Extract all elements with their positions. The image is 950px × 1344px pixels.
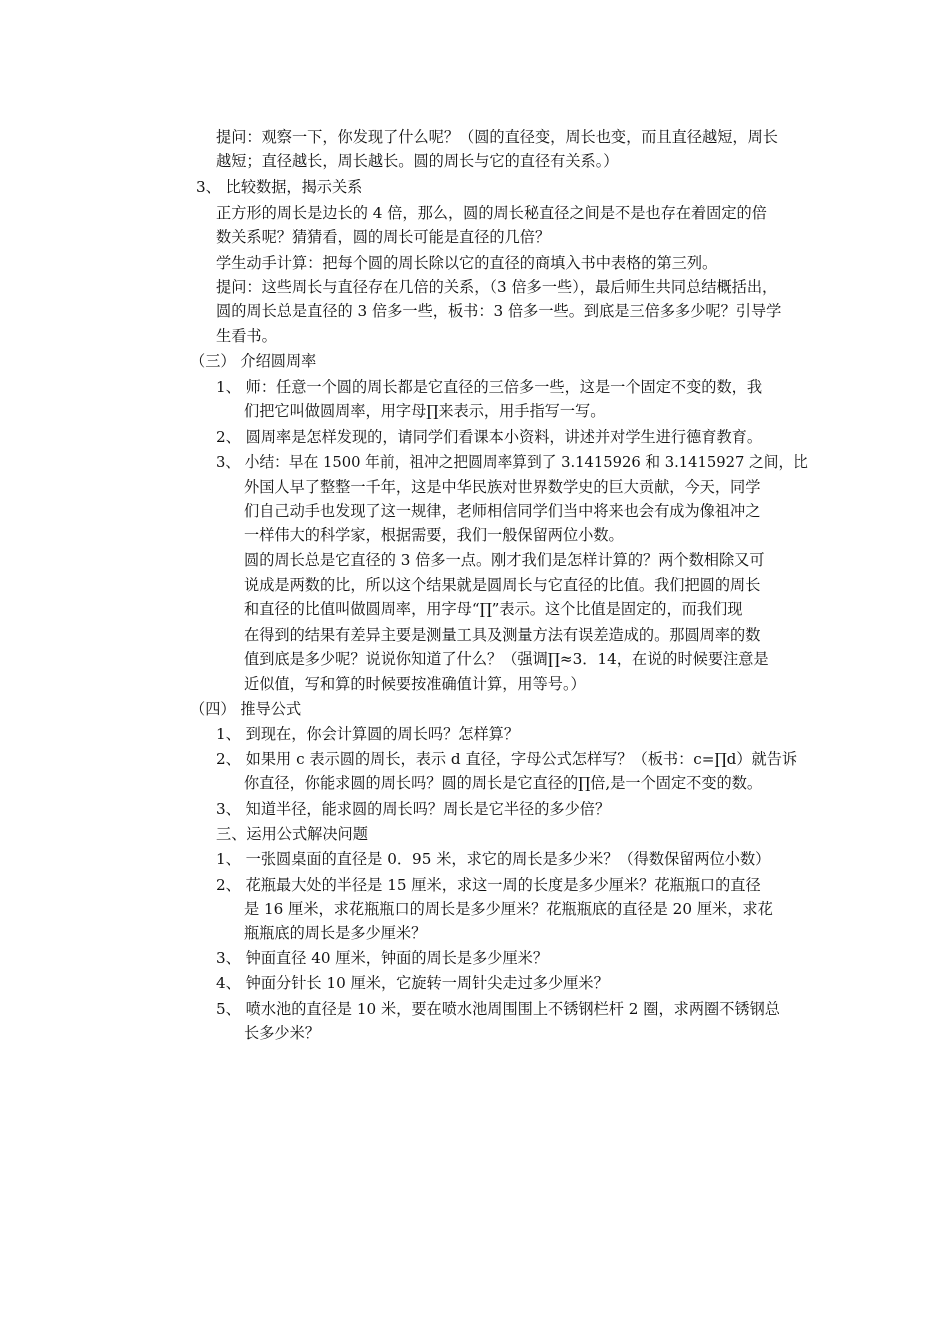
text-line: 值到底是多少呢？说说你知道了什么？（强调∏≈3．14，在说的时候要注意是 xyxy=(244,650,769,668)
list-item: 5、 喷水池的直径是 10 米，要在喷水池周围围上不锈钢栏杆 2 圈，求两圈不锈钢总 xyxy=(216,1000,780,1018)
text-line: 你直径，你能求圆的周长吗？圆的周长是它直径的∏倍,是一个固定不变的数。 xyxy=(244,774,763,792)
text-line: 是 16 厘米，求花瓶瓶口的周长是多少厘米？花瓶瓶底的直径是 20 厘米，求花 xyxy=(244,900,773,918)
section-heading: （三） 介绍圆周率 xyxy=(190,352,317,370)
text-line: 生看书。 xyxy=(216,327,277,345)
text-line: 和直径的比值叫做圆周率，用字母“∏”表示。这个比值是固定的，而我们现 xyxy=(244,600,743,618)
text-line: 数关系呢？猜猜看，圆的周长可能是直径的几倍？ xyxy=(216,228,551,246)
list-item: 4、 钟面分针长 10 厘米，它旋转一周针尖走过多少厘米？ xyxy=(216,974,609,992)
list-item: 2、 如果用 c 表示圆的周长，表示 d 直径，字母公式怎样写？（板书：c=∏d）就告诉 xyxy=(216,750,798,768)
text-line: 学生动手计算：把每个圆的周长除以它的直径的商填入书中表格的第三列。 xyxy=(216,254,718,272)
list-item: 1、 师：任意一个圆的周长都是它直径的三倍多一些，这是一个固定不变的数，我 xyxy=(216,378,763,396)
list-item: 2、 圆周率是怎样发现的，请同学们看课本小资料，讲述并对学生进行德育教育。 xyxy=(216,428,763,446)
text-line: 们把它叫做圆周率，用字母∏来表示，用手指写一写。 xyxy=(244,402,606,420)
section-heading: （四） 推导公式 xyxy=(190,700,302,718)
list-item: 3、 小结：早在 1500 年前，祖冲之把圆周率算到了 3.1415926 和 3.1415927 之间，比 xyxy=(216,453,808,471)
text-line: 外国人早了整整一千年，这是中华民族对世界数学史的巨大贡献，今天，同学 xyxy=(244,478,761,496)
list-item: 3、 知道半径，能求圆的周长吗？周长是它半径的多少倍？ xyxy=(216,800,611,818)
text-line: 瓶瓶底的周长是多少厘米？ xyxy=(244,924,427,942)
text-line: 圆的周长总是直径的 3 倍多一些，板书：3 倍多一些。到底是三倍多多少呢？引导学 xyxy=(216,302,782,320)
text-line: 一样伟大的科学家，根据需要，我们一般保留两位小数。 xyxy=(244,526,624,544)
text-line: 圆的周长总是它直径的 3 倍多一点。刚才我们是怎样计算的？两个数相除又可 xyxy=(244,551,765,569)
text-line: 越短；直径越长，周长越长。圆的周长与它的直径有关系。） xyxy=(216,152,619,170)
section-heading: 3、 比较数据，揭示关系 xyxy=(196,178,363,196)
text-line: 近似值，写和算的时候要按准确值计算，用等号。） xyxy=(244,675,586,693)
text-line: 在得到的结果有差异主要是测量工具及测量方法有误差造成的。那圆周率的数 xyxy=(244,626,761,644)
text-line: 长多少米？ xyxy=(244,1024,320,1042)
list-item: 3、 钟面直径 40 厘米，钟面的周长是多少厘米？ xyxy=(216,949,549,967)
list-item: 1、 一张圆桌面的直径是 0．95 米，求它的周长是多少米？（得数保留两位小数） xyxy=(216,850,771,868)
text-line: 说成是两数的比，所以这个结果就是圆周长与它直径的比值。我们把圆的周长 xyxy=(244,576,761,594)
text-line: 们自己动手也发现了这一规律，老师相信同学们当中将来也会有成为像祖冲之 xyxy=(244,502,761,520)
text-line: 提问：这些周长与直径存在几倍的关系，（3 倍多一些），最后师生共同总结概括出， xyxy=(216,278,778,296)
list-item: 1、 到现在，你会计算圆的周长吗？怎样算？ xyxy=(216,725,520,743)
list-item: 2、 花瓶最大处的半径是 15 厘米，求这一周的长度是多少厘米？花瓶瓶口的直径 xyxy=(216,876,761,894)
text-line: 提问：观察一下，你发现了什么呢？（圆的直径变，周长也变，而且直径越短，周长 xyxy=(216,128,778,146)
text-line: 正方形的周长是边长的 4 倍，那么，圆的周长秘直径之间是不是也存在着固定的倍 xyxy=(216,204,767,222)
section-heading: 三、运用公式解决问题 xyxy=(216,825,368,843)
